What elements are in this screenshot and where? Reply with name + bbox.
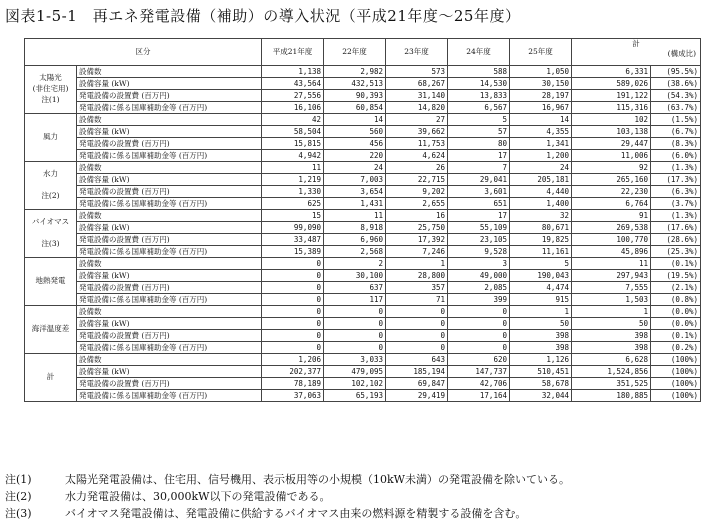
table-row: [25, 162, 701, 174]
metric-label: 設備容量 (kW): [77, 270, 262, 282]
value-cell: 49,000: [448, 270, 510, 282]
metric-label: 発電設備の設置費 (百万円): [77, 138, 262, 150]
total-cell: 29,447: [572, 138, 651, 150]
value-cell: 60,854: [324, 102, 386, 114]
value-cell: 2,085: [448, 282, 510, 294]
footnote: [5, 505, 570, 522]
category-label: 注(3): [41, 239, 60, 248]
category-cell: [25, 258, 77, 306]
value-cell: 78,189: [262, 378, 324, 390]
ratio-cell: (95.5%): [651, 66, 701, 78]
metric-label: 発電設備の設置費 (百万円): [77, 282, 262, 294]
value-cell: 58,678: [510, 378, 572, 390]
total-cell: 7,555: [572, 282, 651, 294]
metric-label: 発電設備の設置費 (百万円): [77, 186, 262, 198]
value-cell: 90,393: [324, 90, 386, 102]
value-cell: 0: [262, 306, 324, 318]
metric-label: 設備数: [77, 354, 262, 366]
value-cell: 0: [324, 342, 386, 354]
value-cell: 0: [262, 342, 324, 354]
value-cell: 357: [386, 282, 448, 294]
value-cell: 17,392: [386, 234, 448, 246]
ratio-cell: (6.3%): [651, 186, 701, 198]
footnote-text: 太陽光発電設備は、住宅用、信号機用、表示板用等の小規模（10kW未満）の発電設備を除いている。: [65, 473, 570, 486]
header-total-label: 計: [632, 39, 640, 48]
value-cell: 0: [386, 318, 448, 330]
value-cell: 1,431: [324, 198, 386, 210]
ratio-cell: (63.7%): [651, 102, 701, 114]
value-cell: 0: [324, 330, 386, 342]
ratio-cell: (0.8%): [651, 294, 701, 306]
value-cell: 9,528: [448, 246, 510, 258]
value-cell: 28,800: [386, 270, 448, 282]
category-cell: [25, 162, 77, 210]
value-cell: 7,003: [324, 174, 386, 186]
value-cell: 22,715: [386, 174, 448, 186]
value-cell: 0: [386, 306, 448, 318]
metric-label: 設備数: [77, 66, 262, 78]
total-cell: 297,943: [572, 270, 651, 282]
value-cell: 16,106: [262, 102, 324, 114]
total-cell: 589,026: [572, 78, 651, 90]
footnote-label: 注(3): [5, 507, 32, 520]
ratio-cell: (100%): [651, 354, 701, 366]
ratio-cell: (100%): [651, 390, 701, 402]
value-cell: 4,624: [386, 150, 448, 162]
table-row: [25, 66, 701, 78]
metric-label: 設備容量 (kW): [77, 126, 262, 138]
value-cell: 80: [448, 138, 510, 150]
total-cell: 269,538: [572, 222, 651, 234]
metric-label: 設備数: [77, 114, 262, 126]
value-cell: 29,041: [448, 174, 510, 186]
value-cell: 8,918: [324, 222, 386, 234]
total-cell: 1: [572, 306, 651, 318]
ratio-cell: (38.6%): [651, 78, 701, 90]
category-label: 海洋温度差: [31, 324, 70, 333]
total-cell: 1,503: [572, 294, 651, 306]
value-cell: 27,556: [262, 90, 324, 102]
table-row: [25, 342, 701, 354]
value-cell: 0: [262, 294, 324, 306]
ratio-cell: (17.6%): [651, 222, 701, 234]
value-cell: 102,102: [324, 378, 386, 390]
value-cell: 147,737: [448, 366, 510, 378]
total-cell: 6,628: [572, 354, 651, 366]
metric-label: 設備容量 (kW): [77, 318, 262, 330]
category-label: [27, 228, 74, 239]
metric-label: 設備数: [77, 210, 262, 222]
value-cell: 573: [386, 66, 448, 78]
ratio-cell: (6.7%): [651, 126, 701, 138]
value-cell: 7,246: [386, 246, 448, 258]
value-cell: 39,662: [386, 126, 448, 138]
value-cell: 30,100: [324, 270, 386, 282]
header-year: 平成21年度: [262, 39, 324, 66]
table-row: [25, 330, 701, 342]
value-cell: 3,601: [448, 186, 510, 198]
total-cell: 103,138: [572, 126, 651, 138]
category-label: 水力: [43, 169, 58, 178]
value-cell: 32,044: [510, 390, 572, 402]
table-row: [25, 234, 701, 246]
value-cell: 0: [324, 306, 386, 318]
value-cell: 2,655: [386, 198, 448, 210]
value-cell: 0: [324, 318, 386, 330]
category-cell: [25, 66, 77, 114]
metric-label: 発電設備に係る国庫補助金等 (百万円): [77, 102, 262, 114]
value-cell: 4,474: [510, 282, 572, 294]
value-cell: 1,341: [510, 138, 572, 150]
value-cell: 14,530: [448, 78, 510, 90]
header-ratio-label: (構成比): [667, 49, 697, 58]
table-row: [25, 114, 701, 126]
table-row: [25, 390, 701, 402]
value-cell: 33,487: [262, 234, 324, 246]
table-row: [25, 222, 701, 234]
value-cell: 4,440: [510, 186, 572, 198]
metric-label: 発電設備の設置費 (百万円): [77, 330, 262, 342]
ratio-cell: (19.5%): [651, 270, 701, 282]
footnote: [5, 471, 570, 488]
metric-label: 設備数: [77, 306, 262, 318]
value-cell: 432,513: [324, 78, 386, 90]
metric-label: 発電設備に係る国庫補助金等 (百万円): [77, 342, 262, 354]
ratio-cell: (0.1%): [651, 330, 701, 342]
ratio-cell: (0.0%): [651, 306, 701, 318]
value-cell: 620: [448, 354, 510, 366]
footnote-label: 注(2): [5, 490, 32, 503]
total-cell: 92: [572, 162, 651, 174]
ratio-cell: (3.7%): [651, 198, 701, 210]
value-cell: 26: [386, 162, 448, 174]
metric-label: 設備数: [77, 162, 262, 174]
table-row: [25, 198, 701, 210]
data-table: [24, 38, 701, 402]
value-cell: 560: [324, 126, 386, 138]
value-cell: 19,825: [510, 234, 572, 246]
ratio-cell: (8.3%): [651, 138, 701, 150]
table-row: [25, 282, 701, 294]
value-cell: 29,419: [386, 390, 448, 402]
header-year: 22年度: [324, 39, 386, 66]
value-cell: 0: [262, 282, 324, 294]
table-row: [25, 126, 701, 138]
value-cell: 3: [448, 258, 510, 270]
category-cell: [25, 306, 77, 354]
total-cell: 102: [572, 114, 651, 126]
footnote-text: 水力発電設備は、30,000kW以下の発電設備である。: [65, 490, 331, 503]
category-label: 注(2): [41, 191, 60, 200]
value-cell: 24: [510, 162, 572, 174]
value-cell: 1: [386, 258, 448, 270]
value-cell: 479,095: [324, 366, 386, 378]
ratio-cell: (6.0%): [651, 150, 701, 162]
footnote: [5, 488, 570, 505]
value-cell: 27: [386, 114, 448, 126]
table-row: [25, 90, 701, 102]
category-label: 計: [46, 372, 55, 381]
value-cell: 11,161: [510, 246, 572, 258]
ratio-cell: (1.3%): [651, 210, 701, 222]
value-cell: 0: [386, 342, 448, 354]
value-cell: 1,219: [262, 174, 324, 186]
value-cell: 915: [510, 294, 572, 306]
table-row: [25, 306, 701, 318]
ratio-cell: (100%): [651, 366, 701, 378]
value-cell: 32: [510, 210, 572, 222]
value-cell: 24: [324, 162, 386, 174]
category-cell: [25, 210, 77, 258]
value-cell: 588: [448, 66, 510, 78]
ratio-cell: (0.2%): [651, 342, 701, 354]
value-cell: 28,197: [510, 90, 572, 102]
value-cell: 1,206: [262, 354, 324, 366]
value-cell: 0: [448, 330, 510, 342]
ratio-cell: (100%): [651, 378, 701, 390]
ratio-cell: (0.0%): [651, 318, 701, 330]
table-row: [25, 174, 701, 186]
total-cell: 91: [572, 210, 651, 222]
value-cell: 190,043: [510, 270, 572, 282]
value-cell: 7: [448, 162, 510, 174]
value-cell: 42: [262, 114, 324, 126]
value-cell: 3,654: [324, 186, 386, 198]
value-cell: 185,194: [386, 366, 448, 378]
table-row: [25, 78, 701, 90]
total-cell: 6,331: [572, 66, 651, 78]
header-item: 区分: [25, 39, 262, 66]
value-cell: 2,982: [324, 66, 386, 78]
category-cell: [25, 114, 77, 162]
value-cell: 0: [386, 330, 448, 342]
table-row: [25, 294, 701, 306]
value-cell: 71: [386, 294, 448, 306]
value-cell: 398: [510, 342, 572, 354]
value-cell: 68,267: [386, 78, 448, 90]
metric-label: 設備容量 (kW): [77, 174, 262, 186]
total-cell: 351,525: [572, 378, 651, 390]
header-total: [572, 39, 701, 66]
total-cell: 265,160: [572, 174, 651, 186]
total-cell: 191,122: [572, 90, 651, 102]
value-cell: 1,330: [262, 186, 324, 198]
value-cell: 456: [324, 138, 386, 150]
metric-label: 発電設備の設置費 (百万円): [77, 378, 262, 390]
metric-label: 設備容量 (kW): [77, 78, 262, 90]
value-cell: 16,967: [510, 102, 572, 114]
metric-label: 発電設備に係る国庫補助金等 (百万円): [77, 150, 262, 162]
value-cell: 65,193: [324, 390, 386, 402]
value-cell: 117: [324, 294, 386, 306]
header-year: 25年度: [510, 39, 572, 66]
value-cell: 510,451: [510, 366, 572, 378]
category-label: 風力: [43, 132, 58, 141]
metric-label: 発電設備の設置費 (百万円): [77, 234, 262, 246]
total-cell: 100,770: [572, 234, 651, 246]
metric-label: 発電設備に係る国庫補助金等 (百万円): [77, 198, 262, 210]
table-row: [25, 210, 701, 222]
table-header-row: [25, 39, 701, 66]
value-cell: 1,400: [510, 198, 572, 210]
metric-label: 設備容量 (kW): [77, 366, 262, 378]
value-cell: 55,109: [448, 222, 510, 234]
value-cell: 205,181: [510, 174, 572, 186]
footnote-label: 注(1): [5, 473, 32, 486]
category-label: (非住宅用): [32, 84, 69, 93]
value-cell: 13,833: [448, 90, 510, 102]
value-cell: 1,138: [262, 66, 324, 78]
table-row: [25, 318, 701, 330]
ratio-cell: (0.1%): [651, 258, 701, 270]
total-cell: 11: [572, 258, 651, 270]
table-row: [25, 366, 701, 378]
value-cell: 9,202: [386, 186, 448, 198]
value-cell: 1,126: [510, 354, 572, 366]
page-title: 図表1-5-1 再エネ発電設備（補助）の導入状況（平成21年度～25年度）: [5, 7, 521, 25]
value-cell: 17: [448, 150, 510, 162]
table-row: [25, 354, 701, 366]
table-row: [25, 102, 701, 114]
value-cell: 15,389: [262, 246, 324, 258]
category-label: 注(1): [41, 95, 60, 104]
value-cell: 42,706: [448, 378, 510, 390]
value-cell: 11: [262, 162, 324, 174]
value-cell: 651: [448, 198, 510, 210]
table-row: [25, 150, 701, 162]
value-cell: 17,164: [448, 390, 510, 402]
value-cell: 99,090: [262, 222, 324, 234]
value-cell: 69,847: [386, 378, 448, 390]
value-cell: 2: [324, 258, 386, 270]
total-cell: 398: [572, 342, 651, 354]
value-cell: 15: [262, 210, 324, 222]
value-cell: 0: [448, 342, 510, 354]
value-cell: 50: [510, 318, 572, 330]
value-cell: 3,033: [324, 354, 386, 366]
value-cell: 4,355: [510, 126, 572, 138]
value-cell: 25,750: [386, 222, 448, 234]
metric-label: 発電設備に係る国庫補助金等 (百万円): [77, 294, 262, 306]
value-cell: 1,200: [510, 150, 572, 162]
total-cell: 11,006: [572, 150, 651, 162]
value-cell: 643: [386, 354, 448, 366]
value-cell: 1,050: [510, 66, 572, 78]
value-cell: 6,960: [324, 234, 386, 246]
value-cell: 14,820: [386, 102, 448, 114]
value-cell: 2,568: [324, 246, 386, 258]
value-cell: 15,815: [262, 138, 324, 150]
category-label: [27, 180, 74, 191]
table-row: [25, 138, 701, 150]
category-label: バイオマス: [31, 217, 70, 226]
total-cell: 1,524,856: [572, 366, 651, 378]
value-cell: 31,140: [386, 90, 448, 102]
footnote-text: バイオマス発電設備は、発電設備に供給するバイオマス由来の燃料源を精製する設備を含む。: [65, 507, 527, 520]
value-cell: 0: [262, 270, 324, 282]
value-cell: 0: [262, 330, 324, 342]
value-cell: 625: [262, 198, 324, 210]
value-cell: 5: [510, 258, 572, 270]
value-cell: 0: [448, 306, 510, 318]
value-cell: 43,564: [262, 78, 324, 90]
value-cell: 0: [262, 258, 324, 270]
table-row: [25, 258, 701, 270]
value-cell: 5: [448, 114, 510, 126]
total-cell: 115,316: [572, 102, 651, 114]
value-cell: 37,063: [262, 390, 324, 402]
category-cell: [25, 354, 77, 402]
total-cell: 180,885: [572, 390, 651, 402]
value-cell: 14: [510, 114, 572, 126]
value-cell: 1: [510, 306, 572, 318]
ratio-cell: (25.3%): [651, 246, 701, 258]
value-cell: 0: [448, 318, 510, 330]
metric-label: 設備容量 (kW): [77, 222, 262, 234]
value-cell: 398: [510, 330, 572, 342]
value-cell: 58,504: [262, 126, 324, 138]
value-cell: 30,150: [510, 78, 572, 90]
metric-label: 設備数: [77, 258, 262, 270]
value-cell: 399: [448, 294, 510, 306]
ratio-cell: (2.1%): [651, 282, 701, 294]
table-row: [25, 270, 701, 282]
value-cell: 4,942: [262, 150, 324, 162]
value-cell: 202,377: [262, 366, 324, 378]
value-cell: 220: [324, 150, 386, 162]
metric-label: 発電設備に係る国庫補助金等 (百万円): [77, 246, 262, 258]
header-year: 23年度: [386, 39, 448, 66]
category-label: 太陽光: [39, 73, 62, 82]
ratio-cell: (1.5%): [651, 114, 701, 126]
ratio-cell: (1.3%): [651, 162, 701, 174]
category-label: 地熱発電: [35, 276, 66, 285]
value-cell: 80,671: [510, 222, 572, 234]
ratio-cell: (54.3%): [651, 90, 701, 102]
table-row: [25, 186, 701, 198]
total-cell: 6,764: [572, 198, 651, 210]
value-cell: 57: [448, 126, 510, 138]
total-cell: 398: [572, 330, 651, 342]
table-row: [25, 246, 701, 258]
footnotes: [5, 471, 570, 522]
total-cell: 45,896: [572, 246, 651, 258]
value-cell: 6,567: [448, 102, 510, 114]
metric-label: 発電設備の設置費 (百万円): [77, 90, 262, 102]
value-cell: 17: [448, 210, 510, 222]
table-row: [25, 378, 701, 390]
value-cell: 16: [386, 210, 448, 222]
value-cell: 637: [324, 282, 386, 294]
ratio-cell: (28.6%): [651, 234, 701, 246]
ratio-cell: (17.3%): [651, 174, 701, 186]
value-cell: 14: [324, 114, 386, 126]
value-cell: 0: [262, 318, 324, 330]
value-cell: 11,753: [386, 138, 448, 150]
header-year: 24年度: [448, 39, 510, 66]
value-cell: 11: [324, 210, 386, 222]
metric-label: 発電設備に係る国庫補助金等 (百万円): [77, 390, 262, 402]
total-cell: 22,230: [572, 186, 651, 198]
total-cell: 50: [572, 318, 651, 330]
value-cell: 23,105: [448, 234, 510, 246]
